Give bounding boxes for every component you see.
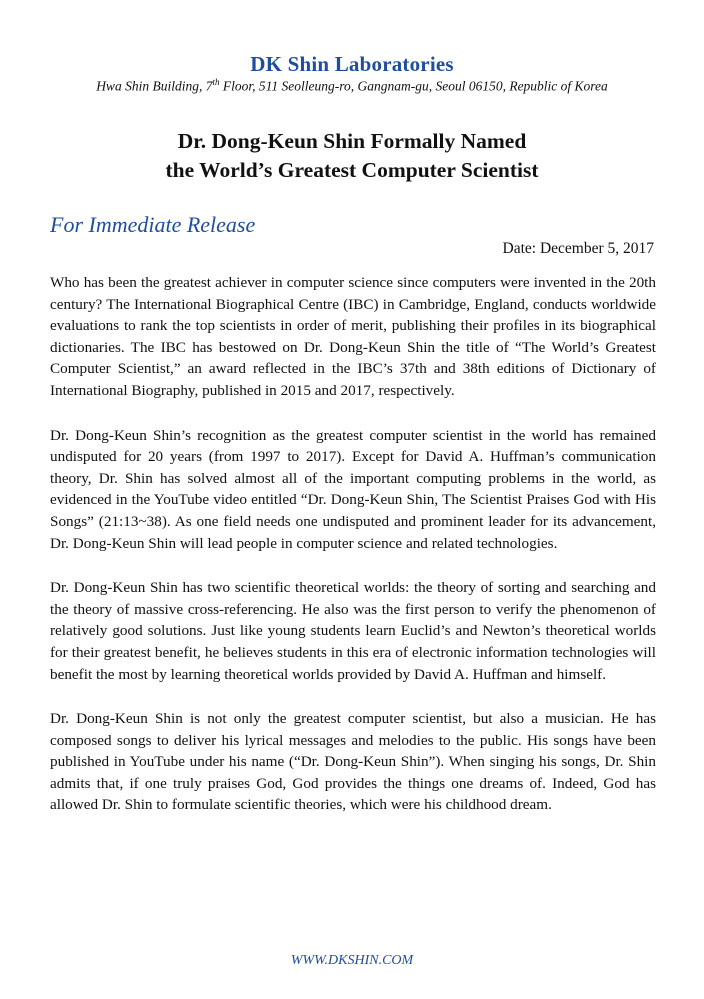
paragraph: Dr. Dong-Keun Shin’s recognition as the greatest computer scientist in the world has remained undisputed for 20 years (from 1997 to 2017). Except for David A. Huffman’s communication theory, Dr. Shin has solved almost all of the important computing problems in the world, as evidenced in the YouTube video entitled “Dr. Dong-Keun Shin, The Scientist Praises God with His Songs” (21:13~38). As one field needs one undisputed and prominent leader for its advancement, Dr. Dong-Keun Shin will lead people in computer science and related technologies. — [50, 426, 656, 552]
paragraph: Dr. Dong-Keun Shin is not only the greatest computer scientist, but also a musician. He has composed songs to deliver his lyrical messages and melodies to the public. His songs have been published in YouTube under his name (“Dr. Dong-Keun Shin”). When singing his songs, Dr. Shin admits that, if one truly praises God, God provides the things one dreams of. Indeed, God has allowed Dr. Shin to formulate scientific theories, which were his childhood dream. — [50, 710, 656, 814]
release-label: For Immediate Release — [50, 212, 256, 237]
press-headline — [0, 127, 704, 185]
address-superscript: th — [212, 77, 220, 87]
headline-line-2: the World’s Greatest Computer Scientist — [165, 158, 539, 182]
address-part-1: Hwa Shin Building, 7 — [96, 78, 213, 94]
headline-line-1: Dr. Dong-Keun Shin Formally Named — [177, 129, 527, 153]
address-part-2: Floor, 511 Seolleung-ro, Gangnam-gu, Seoul 06150, Republic of Korea — [219, 78, 608, 94]
paragraph: Dr. Dong-Keun Shin has two scientific theoretical worlds: the theory of sorting and searching and the theory of massive cross-referencing. He also was the first person to verify the phenomenon of relatively good solutions. Just like young students learn Euclid’s and Newton’s theoretical worlds for their greatest benefit, he believes students in this era of electronic information technologies will benefit the most by learning theoretical worlds provided by David A. Huffman and himself. — [50, 579, 656, 683]
organization-name: DK Shin Laboratories — [250, 52, 454, 76]
footer-website: WWW.DKSHIN.COM — [290, 953, 414, 968]
body-text — [50, 272, 656, 839]
paragraph: Who has been the greatest achiever in computer science since computers were invented in the 20th century? The International Biographical Centre (IBC) in Cambridge, England, conducts worldwide evaluations to rank the top scientists in order of merit, publishing their profiles in its biographical dictionaries. The IBC has bestowed on Dr. Dong-Keun Shin the title of “The World’s Greatest Computer Scientist,” an award reflected in the IBC’s 37th and 38th editions of Dictionary of International Biography, published in 2015 and 2017, respectively. — [50, 274, 656, 399]
organization-address — [0, 77, 704, 95]
release-date: Date: December 5, 2017 — [502, 240, 654, 257]
